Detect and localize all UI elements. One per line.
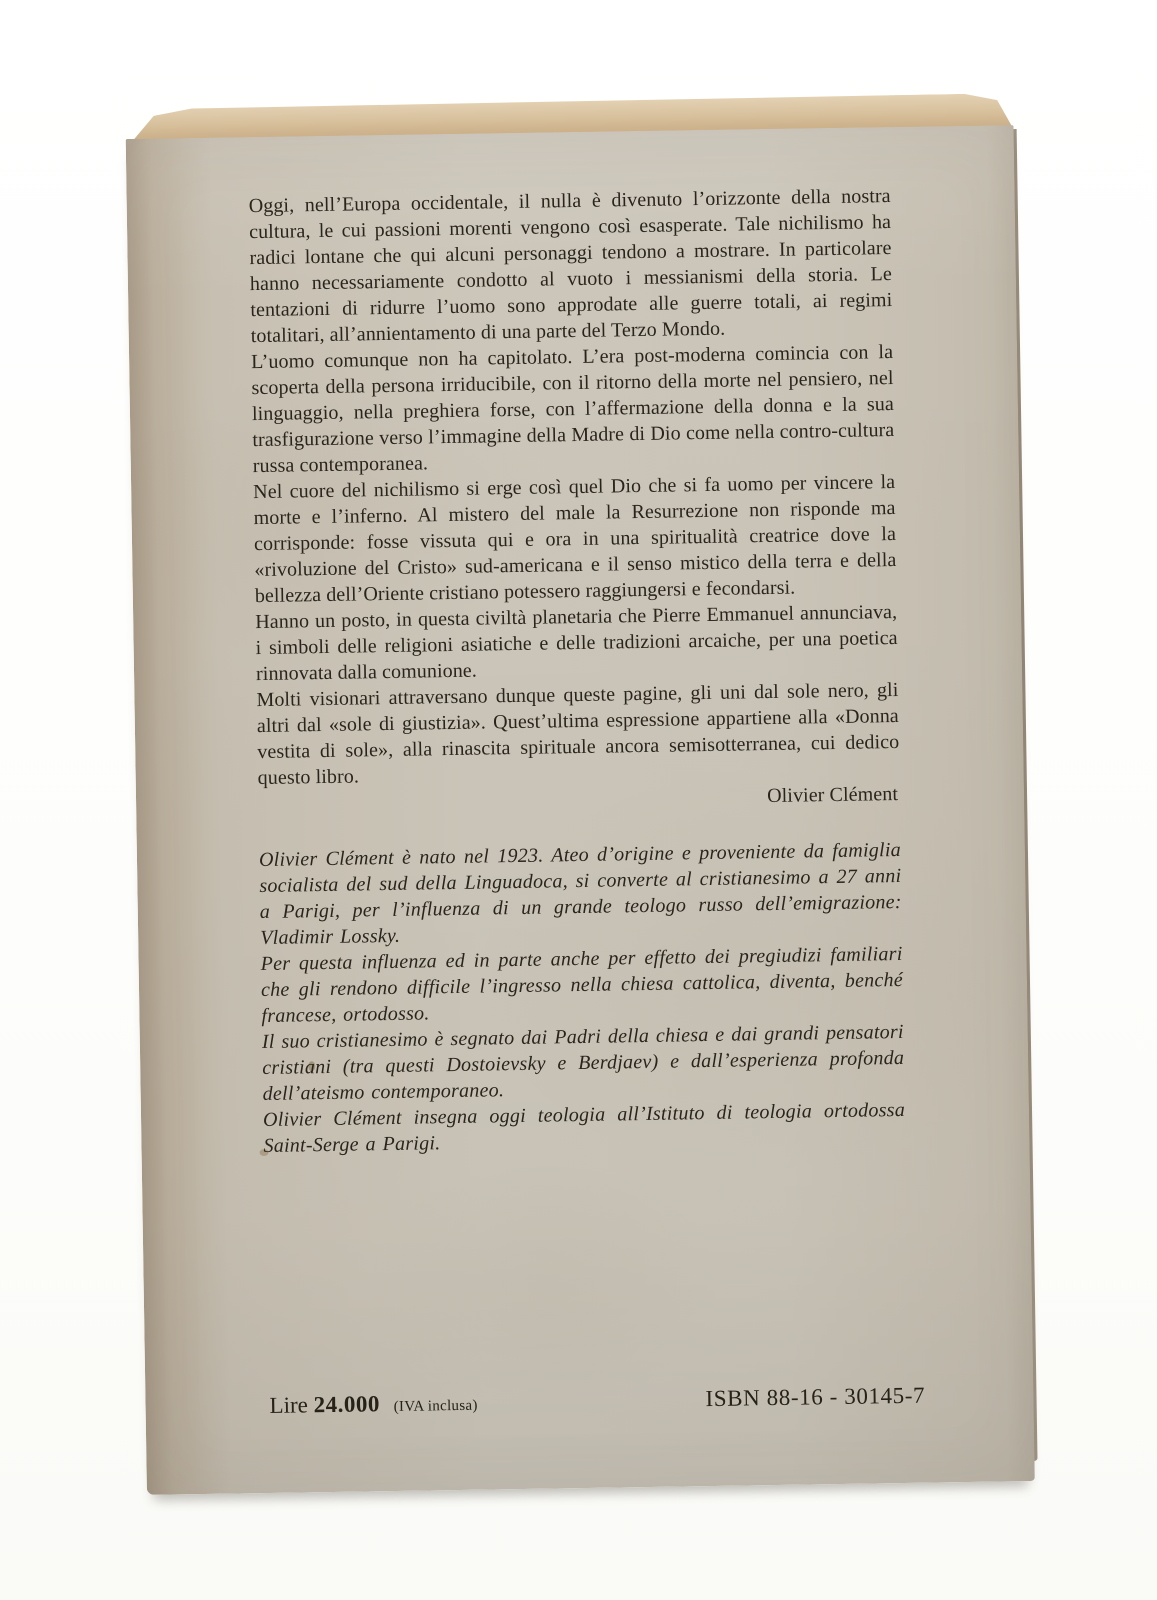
blurb-paragraph: Hanno un posto, in questa civiltà planetaria che Pierre Emmanuel annunciava, i simboli delle religioni asiatiche e delle tradizioni arcaiche, per una poetica rinnovata dalla comunione. — [255, 600, 898, 686]
author-signature: Olivier Clément — [766, 783, 899, 808]
author-bio-paragraph: Il suo cristianesimo è segnato dai Padri della chiesa e dai grandi pensatori cristiani (tra questi Dostoievsky e Berdjaev) e dall’esperienza profonda dell’ateismo contemporaneo. — [261, 1020, 905, 1106]
blurb-paragraph: Molti visionari attraversano dunque queste pagine, gli uni dal sole nero, gli altri dal «sole di giustizia». Quest’ultima espressione appartiene alla «Donna vestita di sole», alla rinascita spirituale ancora semisotterranea, cui dedico questo libro. — [256, 678, 900, 790]
price-text — [269, 1390, 477, 1419]
author-bio-paragraph: Olivier Clément insegna oggi teologia all’Istituto di teologia ortodossa Saint-Serge a Parigi. — [262, 1098, 906, 1158]
book-back-cover — [125, 93, 1035, 1495]
author-bio-paragraph: Per questa influenza ed in parte anche per effetto dei pregiudizi familiari che gli rendono difficile l’ingresso nella chiesa cattolica, diventa, benché francese, ortodosso. — [260, 942, 904, 1028]
cover-face — [126, 125, 1035, 1495]
price-label: Lire — [269, 1392, 309, 1418]
price-value: 24.000 — [313, 1391, 381, 1418]
isbn-text: ISBN 88-16 - 30145-7 — [705, 1382, 926, 1412]
price-note: (IVA inclusa) — [393, 1397, 478, 1416]
cover-footer — [145, 1381, 1034, 1435]
author-bio-block — [259, 837, 906, 1159]
blurb-text-block — [249, 183, 906, 1159]
author-bio-paragraph: Olivier Clément è nato nel 1923. Ateo d’origine e proveniente da famiglia socialista del sud della Linguadoca, si converte al cristianesimo a 27 anni a Parigi, per l’influenza di un grande teologo russo dell’emigrazione: Vladimir Lossky. — [258, 838, 902, 950]
blurb-paragraph: Nel cuore del nichilismo si erge così quel Dio che si fa uomo per vincere la morte e l’inferno. Al mistero del male la Resurrezione non risponde ma corrisponde: fosse vissuta qui e ora in una spiritualità creatrice dove la «rivoluzione del Cristo» sud-americana e il senso mistico della terra e della bellezza dell’Oriente cristiano potessero raggiungersi e fecondarsi. — [253, 471, 897, 608]
blurb-paragraph: Oggi, nell’Europa occidentale, il nulla è divenuto l’orizzonte della nostra cultura, le cui passioni morenti vengono così esasperate. Tale nichilismo ha radici lontane che qui alcuni personaggi tendono a mostrare. In particolare hanno necessariamente condotto al vuoto i messianismi della storia. Le tentazioni di ridurre l’uomo sono approdate alle guerre totali, ai regimi totalitari, all’annientamento di una parte del Terzo Mondo. — [248, 185, 893, 348]
blurb-paragraph: L’uomo comunque non ha capitolato. L’era post-moderna comincia con la scoperta della persona irriducibile, con il ritorno della morte nel pensiero, nel linguaggio, nella preghiera forse, con l’affermazione della donna e la sua trasfigurazione verso l’immagine della Madre di Dio come nella contro-cultura russa contemporanea. — [251, 341, 895, 478]
